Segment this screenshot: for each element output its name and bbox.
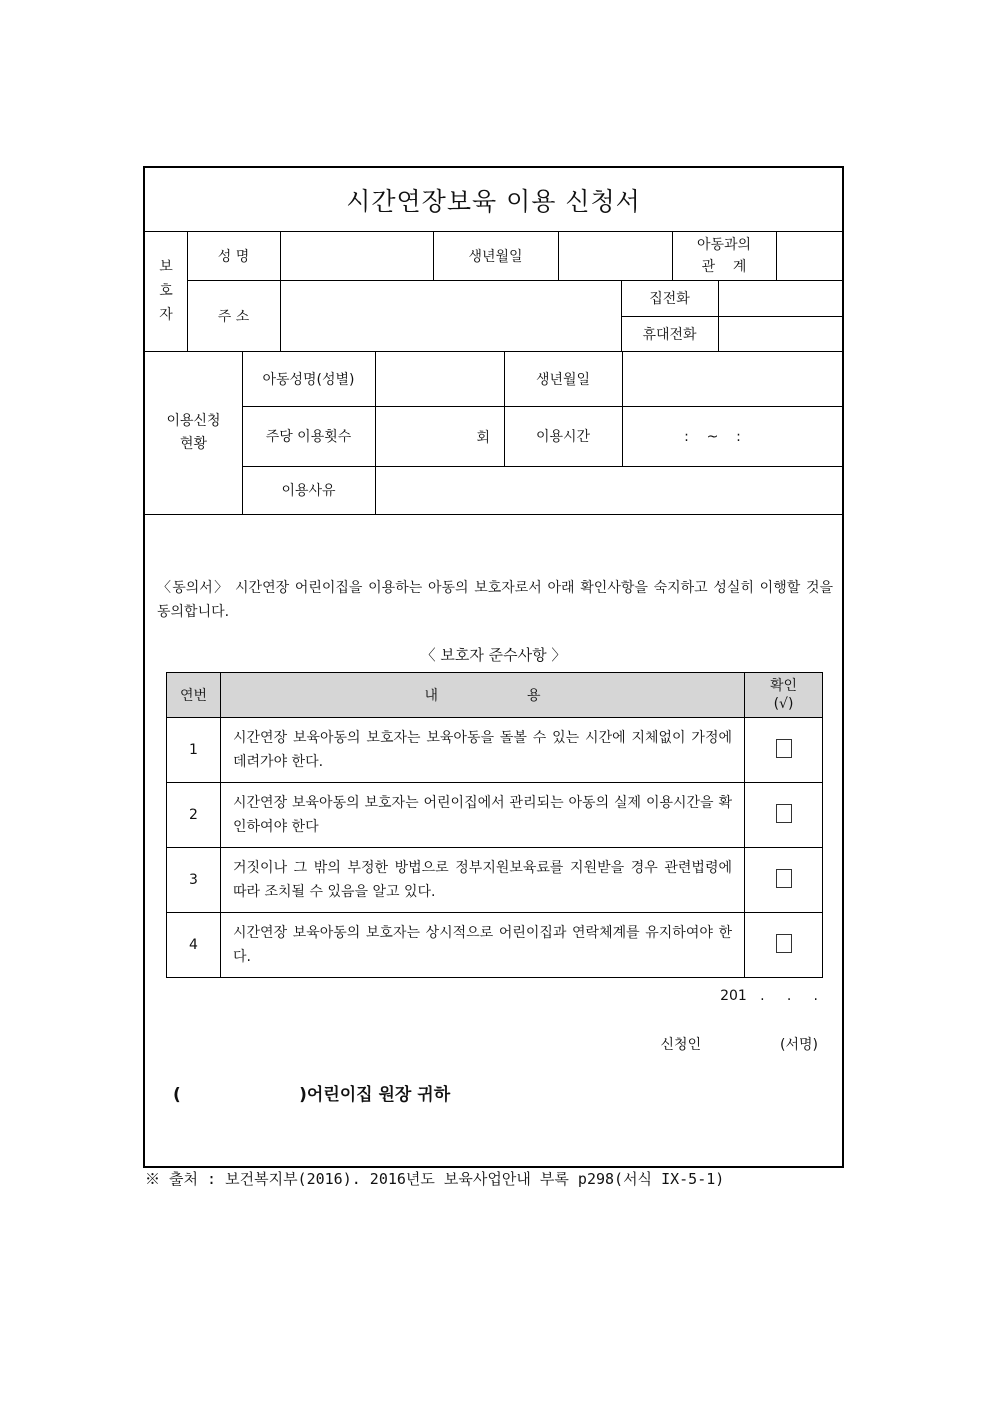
usage-time-field[interactable]: : ~ : [684,428,741,445]
addressee: ( )어린이집 원장 귀하 [173,1085,451,1105]
divider [145,514,842,515]
signature-label: (서명) [780,1037,818,1053]
form-title: 시간연장보육 이용 신청서 [145,168,842,232]
guardian-birth-label: 생년월일 [468,248,523,265]
mobile-field[interactable] [719,317,842,351]
weekly-count-label: 주당 이용횟수 [265,429,352,445]
child-birth-field[interactable] [623,352,842,406]
row-content: 시간연장 보육아동의 보호자는 보육아동을 돌볼 수 있는 시간에 지체없이 가정에 데려가야 한다. [221,718,745,783]
row-check [745,848,823,913]
row-num: 1 [167,718,221,783]
child-name-field[interactable] [376,352,504,406]
child-birth-label: 생년월일 [535,371,591,388]
row-content: 시간연장 보육아동의 보호자는 어린이집에서 관리되는 아동의 실제 이용시간을 확인하여야 한다 [221,783,745,848]
child-name-label: 아동성명(성별) [262,371,355,388]
table-row [167,848,823,913]
rules-title: 〈 보호자 준수사항 〉 [420,646,567,664]
relation-label-line2: 관 계 [701,258,747,275]
application-section-label-line2: 현황 [179,435,208,452]
address-label: 주 소 [217,308,250,325]
row-check [745,783,823,848]
weekly-count-unit: 회 [476,429,490,446]
signature-line [661,1034,818,1054]
row-content: 거짓이나 그 밖의 부정한 방법으로 정부지원보육료를 지원받을 경우 관련법령에 따라 조치될 수 있음을 알고 있다. [221,848,745,913]
header-check [745,673,823,718]
guardian-section-label: 보 호 자 [159,259,173,323]
table-row [167,783,823,848]
usage-time-label: 이용시간 [535,429,591,445]
weekly-count-field[interactable] [376,407,504,466]
checkbox[interactable] [776,804,792,823]
application-section-label [145,351,242,514]
reason-label: 이용사유 [281,483,336,499]
row-content: 시간연장 보육아동의 보호자는 상시적으로 어린이집과 연락체계를 유지하여야 한다. [221,913,745,978]
application-section-label-line1: 이용신청 [166,412,221,429]
relation-field[interactable] [777,232,842,280]
relation-label-line1: 아동과의 [696,236,752,253]
relation-label [672,231,776,280]
home-phone-label: 집전화 [649,291,690,307]
row-num: 3 [167,848,221,913]
agreement-text: 〈동의서〉 시간연장 어린이집을 이용하는 아동의 보호자로서 아래 확인사항을 숙지하고 성실히 이행할 것을 동의합니다. [157,580,833,620]
row-check [745,718,823,783]
table-row [167,718,823,783]
header-check-line2: (√) [773,696,794,712]
applicant-label: 신청인 [660,1037,702,1053]
application-form [143,166,844,1168]
guardian-birth-field[interactable] [559,232,672,280]
rules-table [166,672,823,978]
table-row [167,913,823,978]
checkbox[interactable] [776,869,792,888]
checkbox[interactable] [776,739,792,758]
checkbox[interactable] [776,934,792,953]
reason-field[interactable] [376,467,842,514]
home-phone-field[interactable] [719,281,842,316]
guardian-name-label: 성 명 [217,248,250,265]
address-field[interactable] [281,281,621,351]
header-content: 내 용 [221,673,745,718]
header-check-line1: 확인 [769,678,798,694]
source-note: ※ 출처 : 보건복지부(2016). 2016년도 보육사업안내 부록 p298(서식 IX-5-1) [145,1170,725,1188]
row-num: 2 [167,783,221,848]
row-check [745,913,823,978]
header-num: 연번 [167,673,221,718]
rules-header-row [167,673,823,718]
row-num: 4 [167,913,221,978]
guardian-name-field[interactable] [281,232,433,280]
mobile-label: 휴대전화 [642,326,697,343]
date-line[interactable]: 201 . . . [720,988,818,1004]
